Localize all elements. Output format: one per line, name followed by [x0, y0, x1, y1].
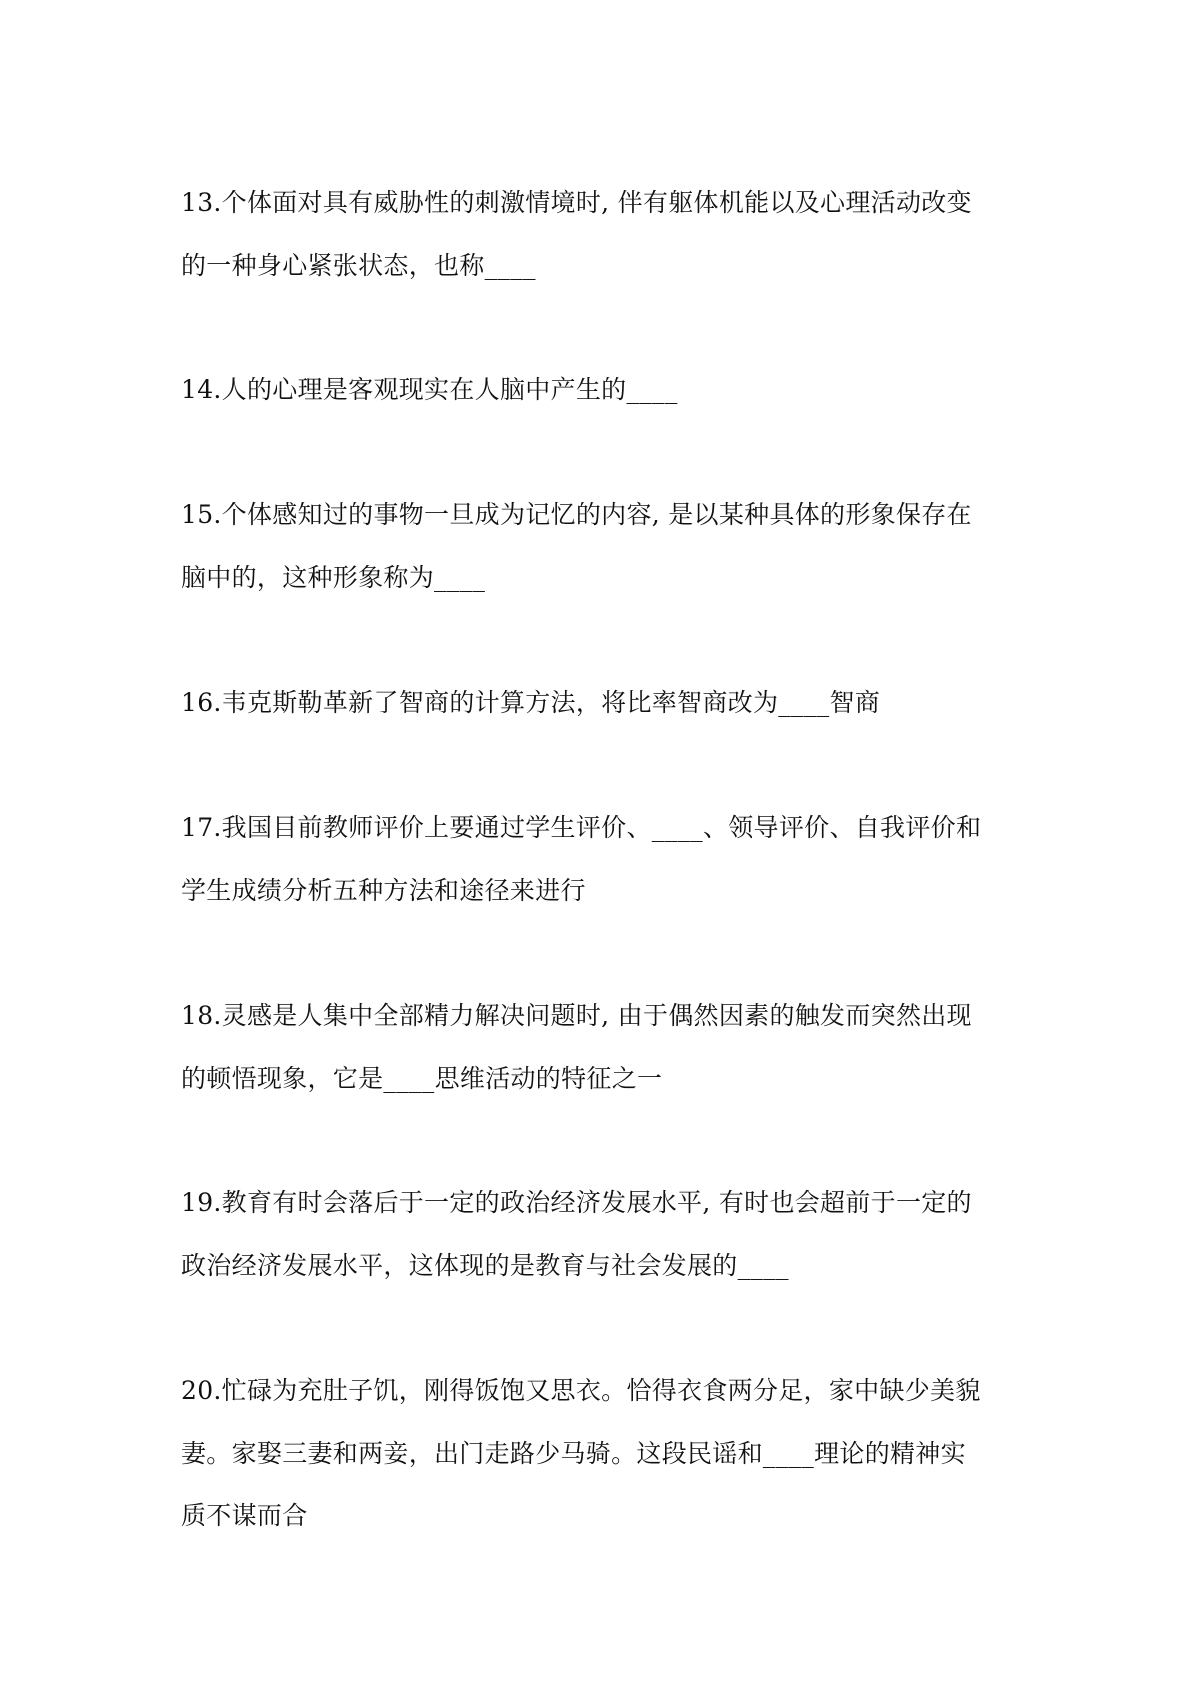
question-20-line-3: 质不谋而合 — [181, 1501, 308, 1530]
question-13-line-1: 13.个体面对具有威胁性的刺激情境时, 伴有躯体机能以及心理活动改变 — [181, 188, 972, 217]
question-15-line-2: 脑中的，这种形象称为____ — [181, 563, 486, 592]
question-18-line-2: 的顿悟现象，它是____思维活动的特征之一 — [181, 1064, 663, 1093]
question-16-line-1: 16.韦克斯勒革新了智商的计算方法，将比率智商改为____智商 — [181, 688, 881, 717]
question-14-line-1: 14.人的心理是客观现实在人脑中产生的____ — [181, 375, 678, 404]
question-20-line-2: 妻。家娶三妻和两妾，出门走路少马骑。这段民谣和____理论的精神实 — [181, 1439, 966, 1468]
question-17-line-2: 学生成绩分析五种方法和途径来进行 — [181, 876, 586, 905]
question-15-line-1: 15.个体感知过的事物一旦成为记忆的内容, 是以某种具体的形象保存在 — [181, 500, 972, 529]
question-17-line-1: 17.我国目前教师评价上要通过学生评价、____、领导评价、自我评价和 — [181, 813, 982, 842]
question-13-line-2: 的一种身心紧张状态，也称____ — [181, 251, 536, 280]
question-19-line-1: 19.教育有时会落后于一定的政治经济发展水平, 有时也会超前于一定的 — [181, 1188, 972, 1217]
question-18-line-1: 18.灵感是人集中全部精力解决问题时, 由于偶然因素的触发而突然出现 — [181, 1001, 972, 1030]
question-19-line-2: 政治经济发展水平，这体现的是教育与社会发展的____ — [181, 1251, 789, 1280]
question-20-line-1: 20.忙碌为充肚子饥，刚得饭饱又思衣。恰得衣食两分足，家中缺少美貌 — [181, 1376, 981, 1405]
